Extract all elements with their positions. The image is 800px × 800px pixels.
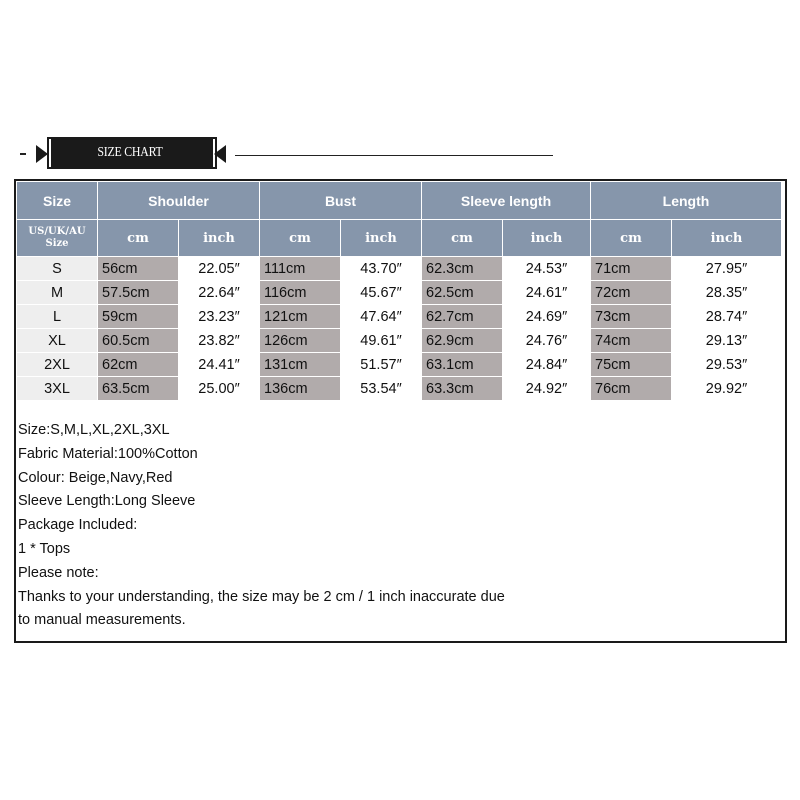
cell-size: L: [17, 305, 98, 329]
cell-shoulder-cm: 63.5cm: [98, 377, 179, 401]
cell-shoulder-cm: 57.5cm: [98, 281, 179, 305]
cell-bust-cm: 121cm: [260, 305, 341, 329]
cell-sleeve-in: 24.92″: [503, 377, 591, 401]
cell-size: 2XL: [17, 353, 98, 377]
banner-right-notch: [214, 145, 226, 163]
header-length: Length: [591, 182, 782, 220]
cell-sleeve-in: 24.61″: [503, 281, 591, 305]
table-row: [17, 377, 782, 401]
cell-bust-in: 49.61″: [341, 329, 422, 353]
cell-bust-cm: 116cm: [260, 281, 341, 305]
cell-sleeve-cm: 63.3cm: [422, 377, 503, 401]
banner-rule: [235, 155, 553, 156]
note-sleeve: Sleeve Length:Long Sleeve: [18, 493, 196, 510]
cell-bust-cm: 126cm: [260, 329, 341, 353]
cell-bust-in: 51.57″: [341, 353, 422, 377]
cell-bust-cm: 111cm: [260, 257, 341, 281]
header-shoulder: Shoulder: [98, 182, 260, 220]
size-chart-frame: [14, 179, 787, 643]
note-colour: Colour: Beige,Navy,Red: [18, 469, 173, 486]
cell-length-cm: 74cm: [591, 329, 672, 353]
cell-shoulder-cm: 59cm: [98, 305, 179, 329]
note-accuracy-line2: to manual measurements.: [18, 612, 186, 629]
cell-sleeve-cm: 62.3cm: [422, 257, 503, 281]
cell-length-in: 27.95″: [672, 257, 782, 281]
cell-length-cm: 71cm: [591, 257, 672, 281]
cell-shoulder-in: 25.00″: [179, 377, 260, 401]
unit-header-shoulder-cm: cm: [98, 220, 179, 257]
unit-header-shoulder-inch: inch: [179, 220, 260, 257]
note-sizes: Size:S,M,L,XL,2XL,3XL: [18, 422, 170, 438]
table-row: [17, 353, 782, 377]
cell-shoulder-in: 23.82″: [179, 329, 260, 353]
cell-bust-in: 47.64″: [341, 305, 422, 329]
cell-size: 3XL: [17, 377, 98, 401]
cell-sleeve-cm: 62.9cm: [422, 329, 503, 353]
cell-size: S: [17, 257, 98, 281]
cell-length-cm: 73cm: [591, 305, 672, 329]
cell-shoulder-in: 22.64″: [179, 281, 260, 305]
banner-title: SIZE CHART: [97, 145, 163, 160]
unit-header-bust-inch: inch: [341, 220, 422, 257]
unit-header-sleeve-inch: inch: [503, 220, 591, 257]
header-bust: Bust: [260, 182, 422, 220]
unit-header-bust-cm: cm: [260, 220, 341, 257]
cell-size: M: [17, 281, 98, 305]
banner-left-notch: [36, 145, 48, 163]
unit-header-length-inch: inch: [672, 220, 782, 257]
cell-sleeve-in: 24.76″: [503, 329, 591, 353]
cell-length-in: 29.13″: [672, 329, 782, 353]
cell-shoulder-cm: 62cm: [98, 353, 179, 377]
cell-bust-in: 45.67″: [341, 281, 422, 305]
table-row: [17, 305, 782, 329]
cell-sleeve-cm: 63.1cm: [422, 353, 503, 377]
banner-dash: [20, 153, 26, 155]
cell-length-in: 28.74″: [672, 305, 782, 329]
cell-sleeve-in: 24.69″: [503, 305, 591, 329]
cell-bust-in: 53.54″: [341, 377, 422, 401]
note-accuracy-line1: Thanks to your understanding, the size may be 2 cm / 1 inch inaccurate due: [18, 588, 505, 605]
note-package-item: 1 * Tops: [18, 540, 71, 557]
cell-shoulder-cm: 56cm: [98, 257, 179, 281]
note-fabric: Fabric Material:100%Cotton: [18, 445, 198, 462]
cell-shoulder-in: 24.41″: [179, 353, 260, 377]
cell-shoulder-in: 22.05″: [179, 257, 260, 281]
table-row: [17, 329, 782, 353]
cell-bust-in: 43.70″: [341, 257, 422, 281]
cell-sleeve-cm: 62.5cm: [422, 281, 503, 305]
cell-shoulder-in: 23.23″: [179, 305, 260, 329]
cell-length-cm: 72cm: [591, 281, 672, 305]
unit-header-sleeve-cm: cm: [422, 220, 503, 257]
table-row: [17, 281, 782, 305]
cell-length-cm: 75cm: [591, 353, 672, 377]
note-package-label: Package Included:: [18, 517, 138, 534]
product-notes: [18, 419, 758, 633]
table-row: [17, 257, 782, 281]
cell-size: XL: [17, 329, 98, 353]
cell-sleeve-cm: 62.7cm: [422, 305, 503, 329]
unit-header-size: US/UK/AU Size: [17, 220, 98, 257]
cell-bust-cm: 131cm: [260, 353, 341, 377]
size-table: [16, 181, 782, 401]
cell-length-in: 28.35″: [672, 281, 782, 305]
header-size: Size: [17, 182, 98, 220]
cell-shoulder-cm: 60.5cm: [98, 329, 179, 353]
cell-length-in: 29.53″: [672, 353, 782, 377]
size-chart-banner: [0, 130, 800, 174]
header-sleeve-length: Sleeve length: [422, 182, 591, 220]
cell-sleeve-in: 24.84″: [503, 353, 591, 377]
cell-length-cm: 76cm: [591, 377, 672, 401]
cell-bust-cm: 136cm: [260, 377, 341, 401]
note-please-note: Please note:: [18, 564, 99, 581]
unit-header-length-cm: cm: [591, 220, 672, 257]
cell-sleeve-in: 24.53″: [503, 257, 591, 281]
cell-length-in: 29.92″: [672, 377, 782, 401]
